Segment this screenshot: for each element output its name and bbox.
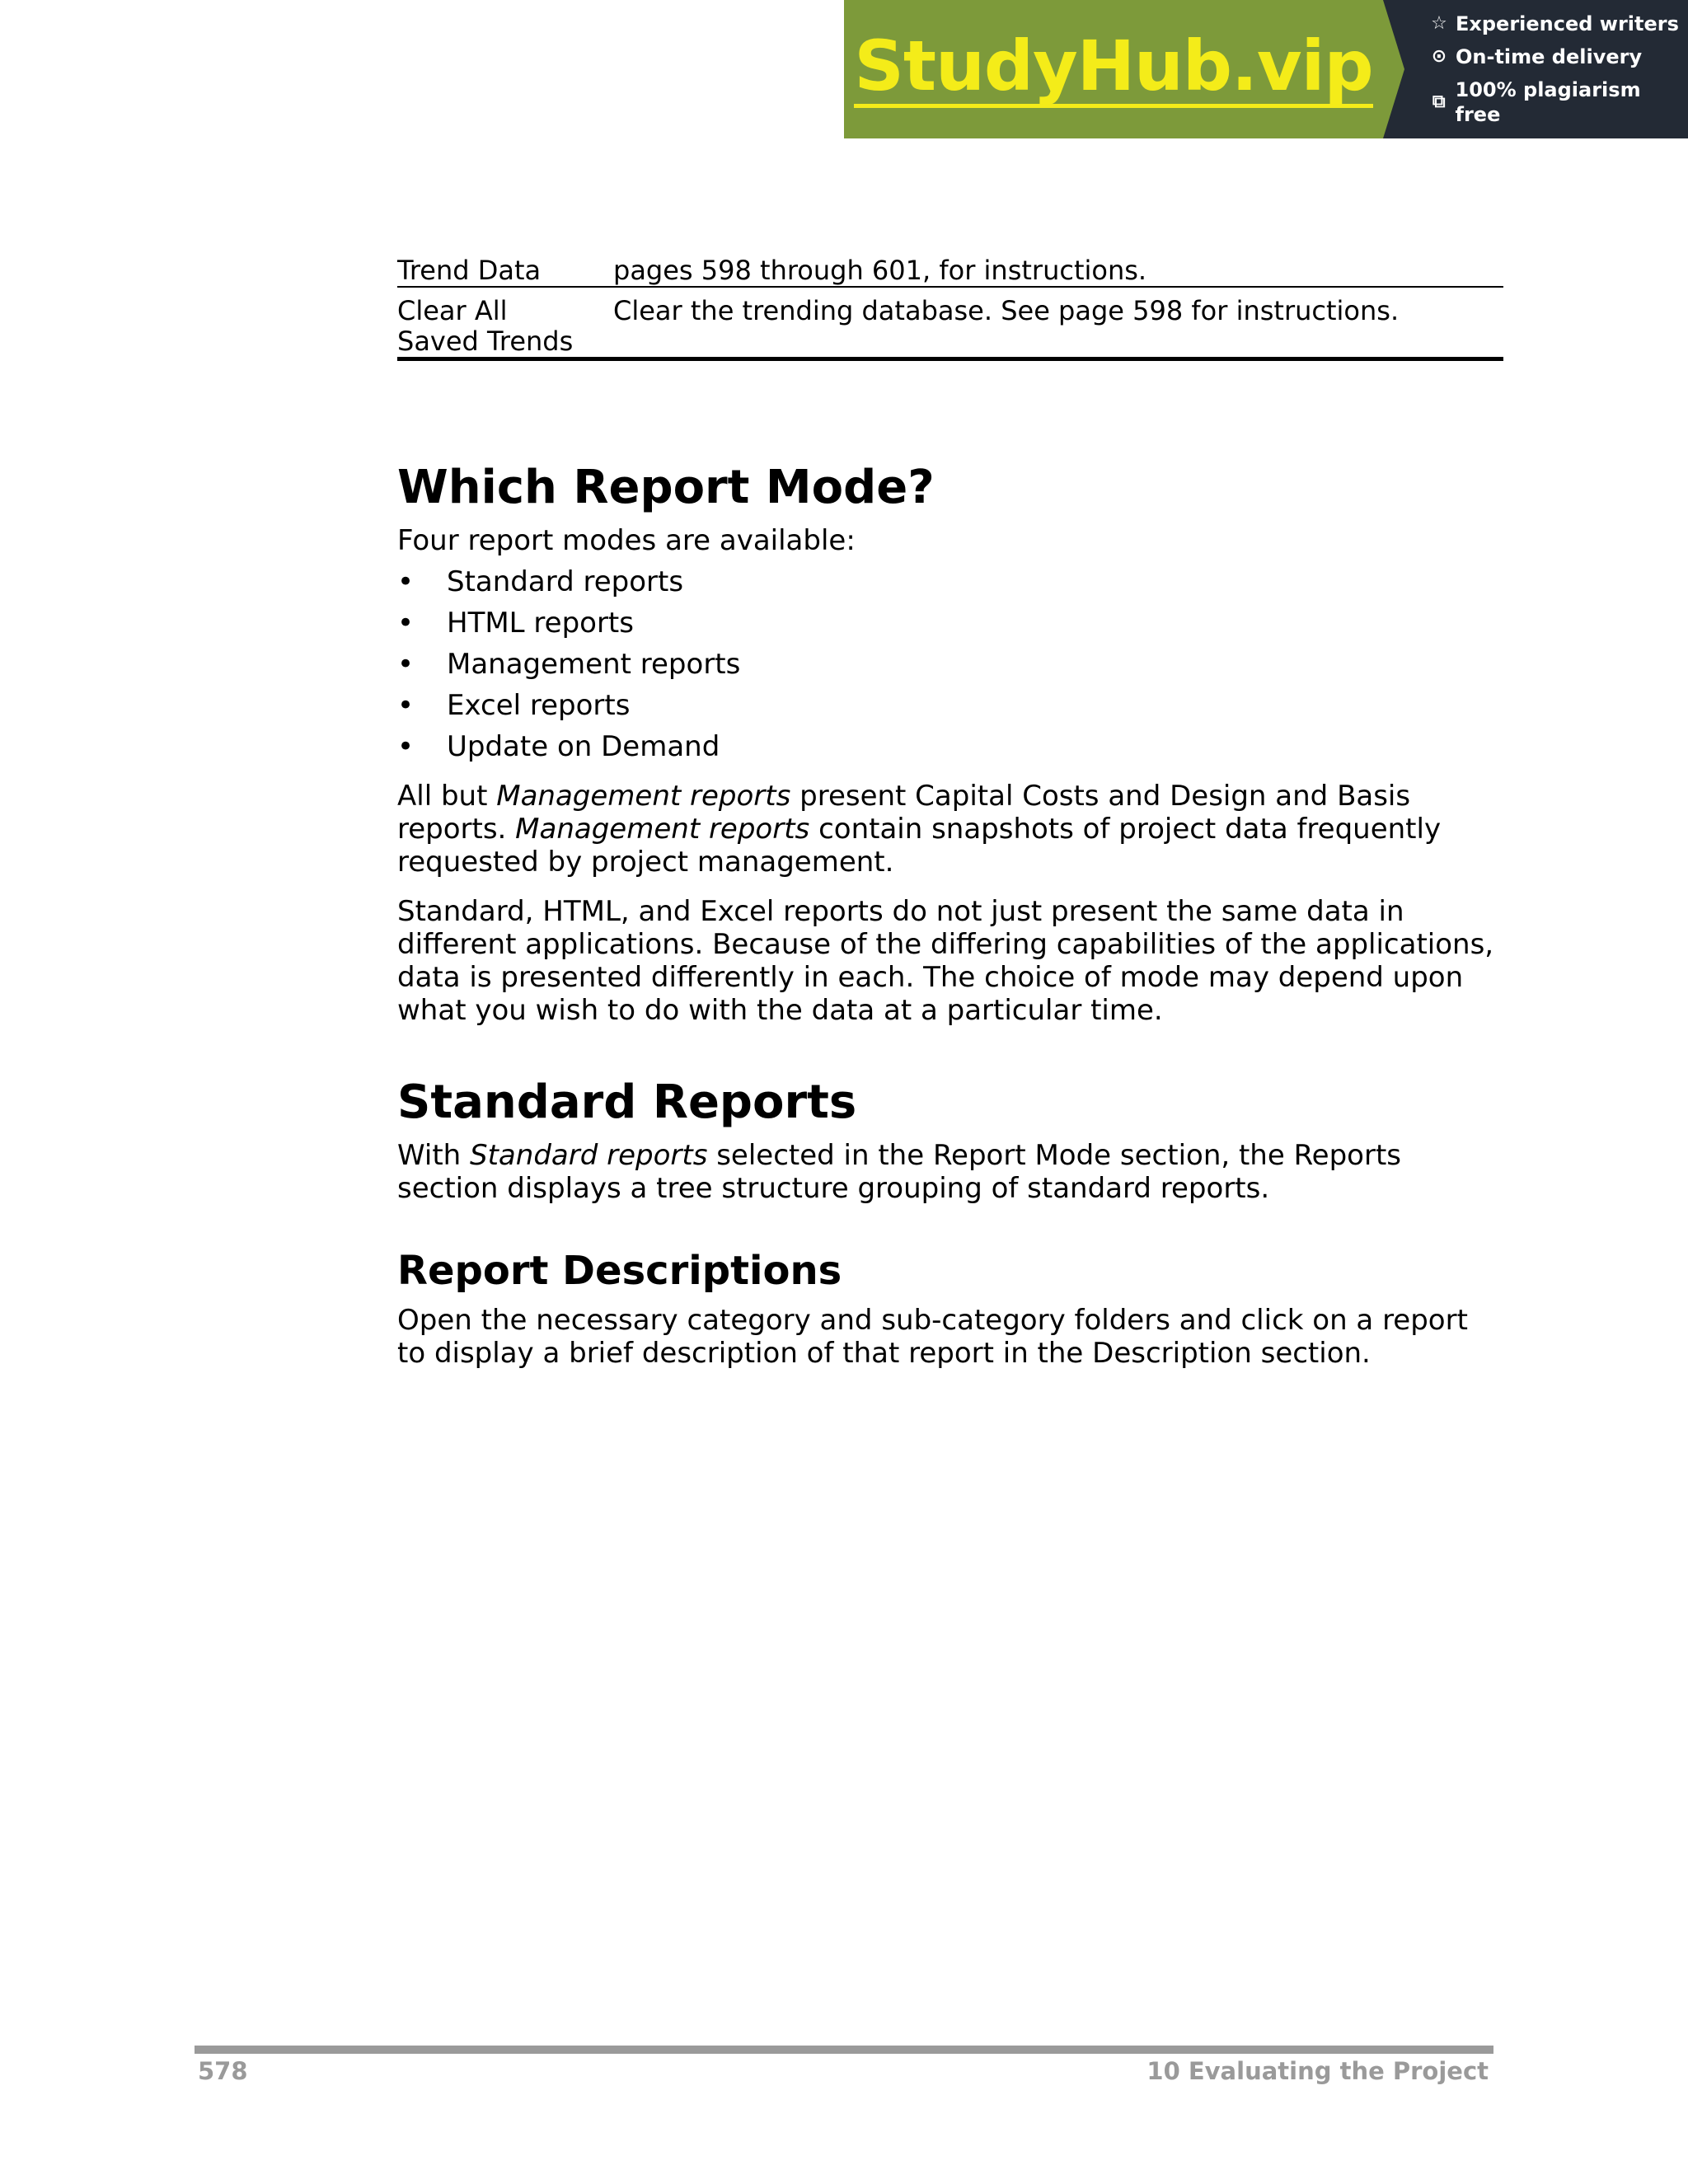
page-number: 578: [198, 2057, 248, 2085]
list-item: • Excel reports: [397, 689, 1503, 722]
feature-text: Experienced writers: [1456, 12, 1679, 35]
chapter-title: 10 Evaluating the Project: [1146, 2057, 1489, 2085]
comparison-paragraph: Standard, HTML, and Excel reports do not just present the same data in different applications. Because of the differing capabilities of the applications, data is presented differently in each. The choice of mode may depend upon what you wish to do with the data at a particular time.: [397, 895, 1494, 1027]
feature-item: [1429, 77, 1688, 127]
heading-report-descriptions: Report Descriptions: [397, 1248, 842, 1294]
table-term: Clear All Saved Trends: [397, 287, 613, 359]
standard-paragraph: With Standard reports selected in the Report Mode section, the Reports section displays a tree structure grouping of standard reports.: [397, 1139, 1402, 1205]
star-icon: ☆: [1431, 13, 1447, 34]
list-item: • Management reports: [397, 648, 1503, 681]
feature-item: [1429, 12, 1688, 36]
table-description: Clear the trending database. See page 598 for instructions.: [613, 287, 1503, 359]
management-paragraph: All but Management reports present Capital Costs and Design and Basis reports. Management reports contain snapshots of project data frequently requested by project management.: [397, 780, 1442, 879]
list-item: • Update on Demand: [397, 730, 1503, 763]
feature-text: 100% plagiarism free: [1455, 78, 1641, 126]
feature-list: [1383, 0, 1688, 138]
brand-panel: [844, 0, 1383, 138]
heading-standard-reports: Standard Reports: [397, 1076, 857, 1129]
feature-item: [1429, 45, 1688, 69]
brand-logo: StudyHub.vip: [854, 25, 1373, 106]
descriptions-paragraph: Open the necessary category and sub-category folders and click on a report to display a brief description of that report in the Description section.: [397, 1304, 1468, 1370]
table-row: [397, 255, 1503, 287]
heading-which-report-mode: Which Report Mode?: [397, 461, 935, 514]
list-item: • HTML reports: [397, 607, 1503, 640]
table-description: pages 598 through 601, for instructions.: [613, 255, 1503, 287]
definition-table: [397, 255, 1503, 361]
feature-text: On-time delivery: [1456, 45, 1643, 68]
page-content: [397, 255, 1503, 1370]
clock-icon: ⊙: [1431, 46, 1447, 67]
promo-banner[interactable]: [844, 0, 1688, 138]
table-term: Trend Data: [397, 255, 613, 287]
report-mode-list: [397, 565, 1503, 763]
copy-icon: ⧉: [1432, 91, 1446, 112]
table-row: [397, 287, 1503, 359]
list-item: • Standard reports: [397, 565, 1503, 598]
footer-rule: [195, 2046, 1493, 2054]
intro-text: Four report modes are available:: [397, 524, 856, 557]
